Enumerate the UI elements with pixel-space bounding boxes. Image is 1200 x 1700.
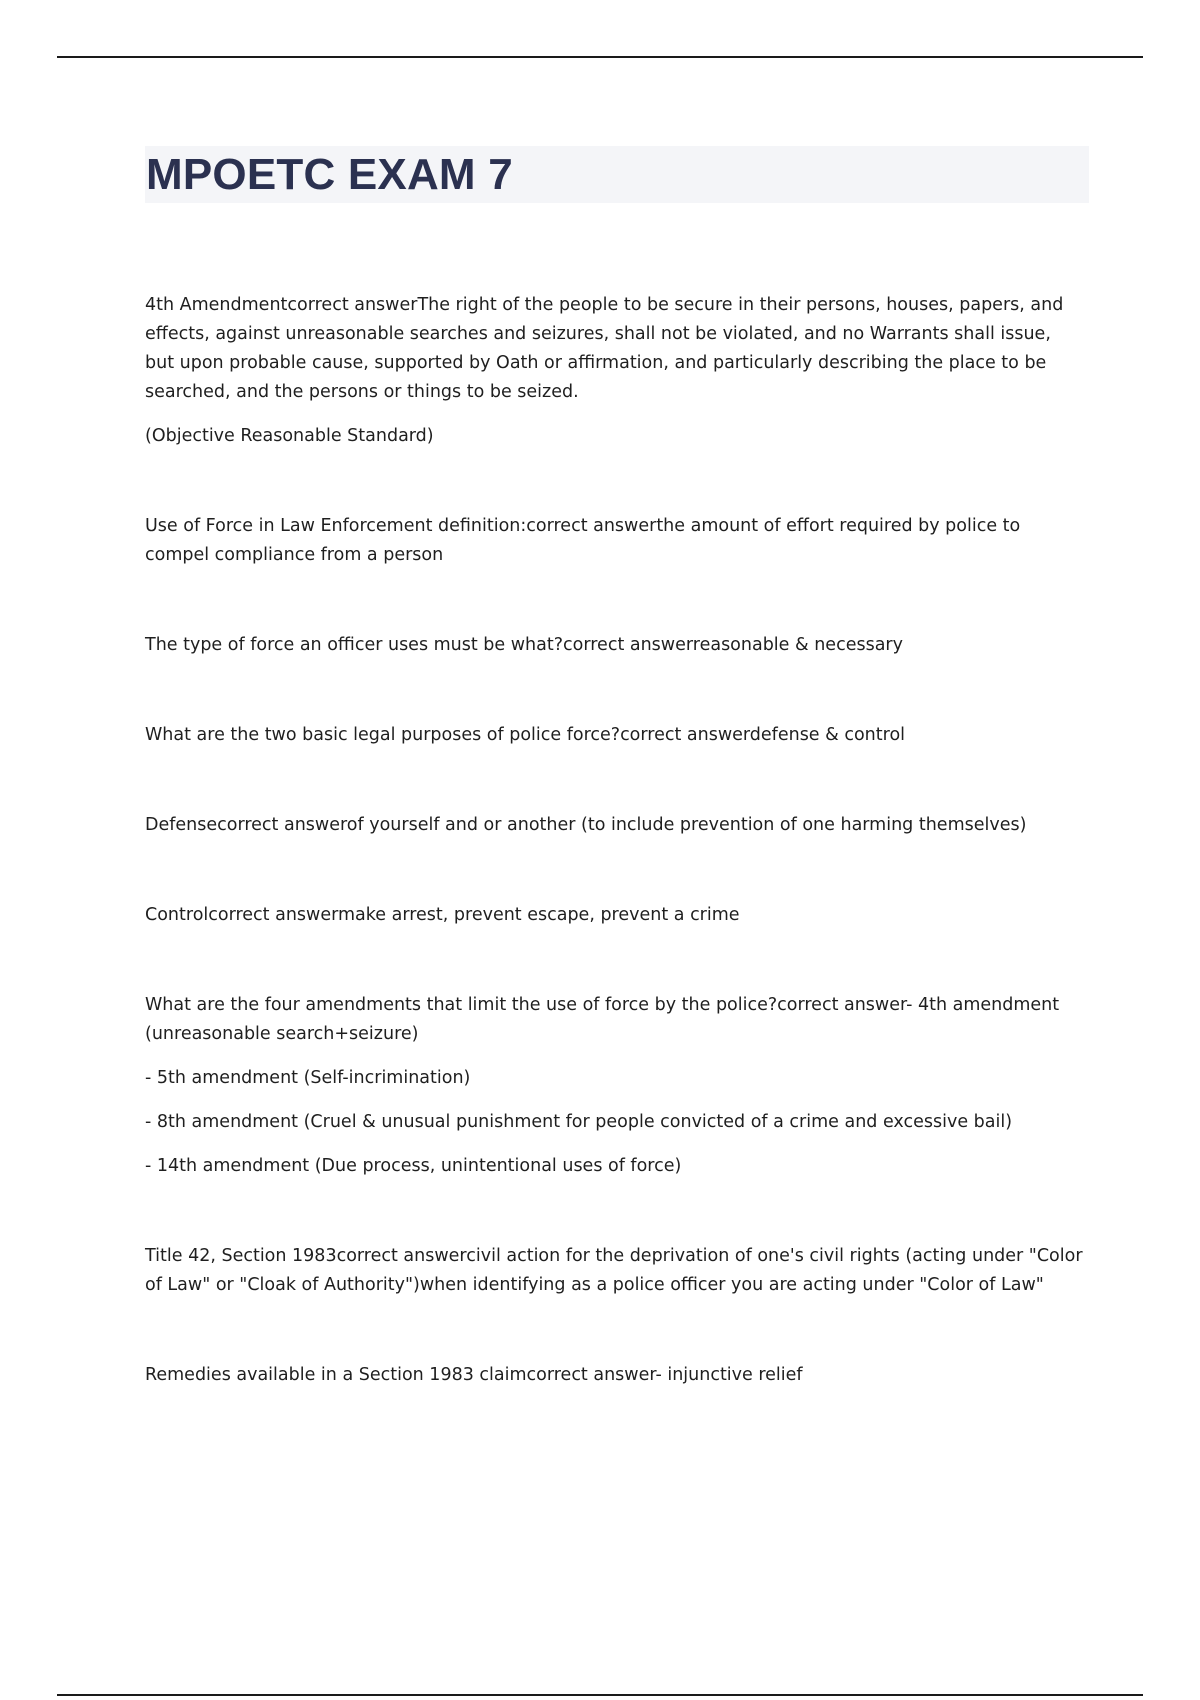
entry-text: What are the four amendments that limit the use of force by the police?correct answer- 4th amendment (unreasonable search+seizure) [145, 995, 1060, 1044]
qa-entry [145, 991, 1085, 1181]
header-rule [57, 56, 1143, 58]
qa-entry [145, 291, 1085, 451]
document-title: MPOETC EXAM 7 [146, 150, 513, 199]
entry-list-item: - 5th amendment (Self-incrimination) [145, 1068, 471, 1088]
qa-entry [145, 631, 1085, 660]
qa-entry [145, 1361, 1085, 1390]
entry-text: Use of Force in Law Enforcement definition:correct answerthe amount of effort required by police to compel compliance from a person [145, 516, 1021, 565]
qa-entry [145, 901, 1085, 930]
entry-text: (Objective Reasonable Standard) [145, 426, 434, 446]
entry-text: The type of force an officer uses must be what?correct answerreasonable & necessary [145, 635, 903, 655]
entry-text: Title 42, Section 1983correct answercivil action for the deprivation of one's civil rights (acting under "Color of Law" or "Cloak of Authority")when identifying as a police officer you are acting under "Color of Law" [145, 1246, 1083, 1295]
entry-text: What are the two basic legal purposes of police force?correct answerdefense & control [145, 725, 906, 745]
qa-entry [145, 512, 1085, 570]
document-body [145, 291, 1085, 1451]
entry-text: Controlcorrect answermake arrest, prevent escape, prevent a crime [145, 905, 740, 925]
entry-text: Remedies available in a Section 1983 claimcorrect answer- injunctive relief [145, 1365, 803, 1385]
qa-entry [145, 811, 1085, 840]
footer-rule [57, 1694, 1143, 1696]
entry-text: 4th Amendmentcorrect answerThe right of the people to be secure in their persons, houses, papers, and effects, against unreasonable searches and seizures, shall not be violated, and no Warrants shall issue, but upon probable cause, supported by Oath or affirmation, and particularly describing the place to be searched, and the persons or things to be seized. [145, 295, 1064, 402]
entry-text: Defensecorrect answerof yourself and or another (to include prevention of one harming themselves) [145, 815, 1027, 835]
qa-entry [145, 721, 1085, 750]
qa-entry [145, 1242, 1085, 1300]
entry-list-item: - 8th amendment (Cruel & unusual punishment for people convicted of a crime and excessive bail) [145, 1112, 1013, 1132]
entry-list-item: - 14th amendment (Due process, unintentional uses of force) [145, 1156, 682, 1176]
